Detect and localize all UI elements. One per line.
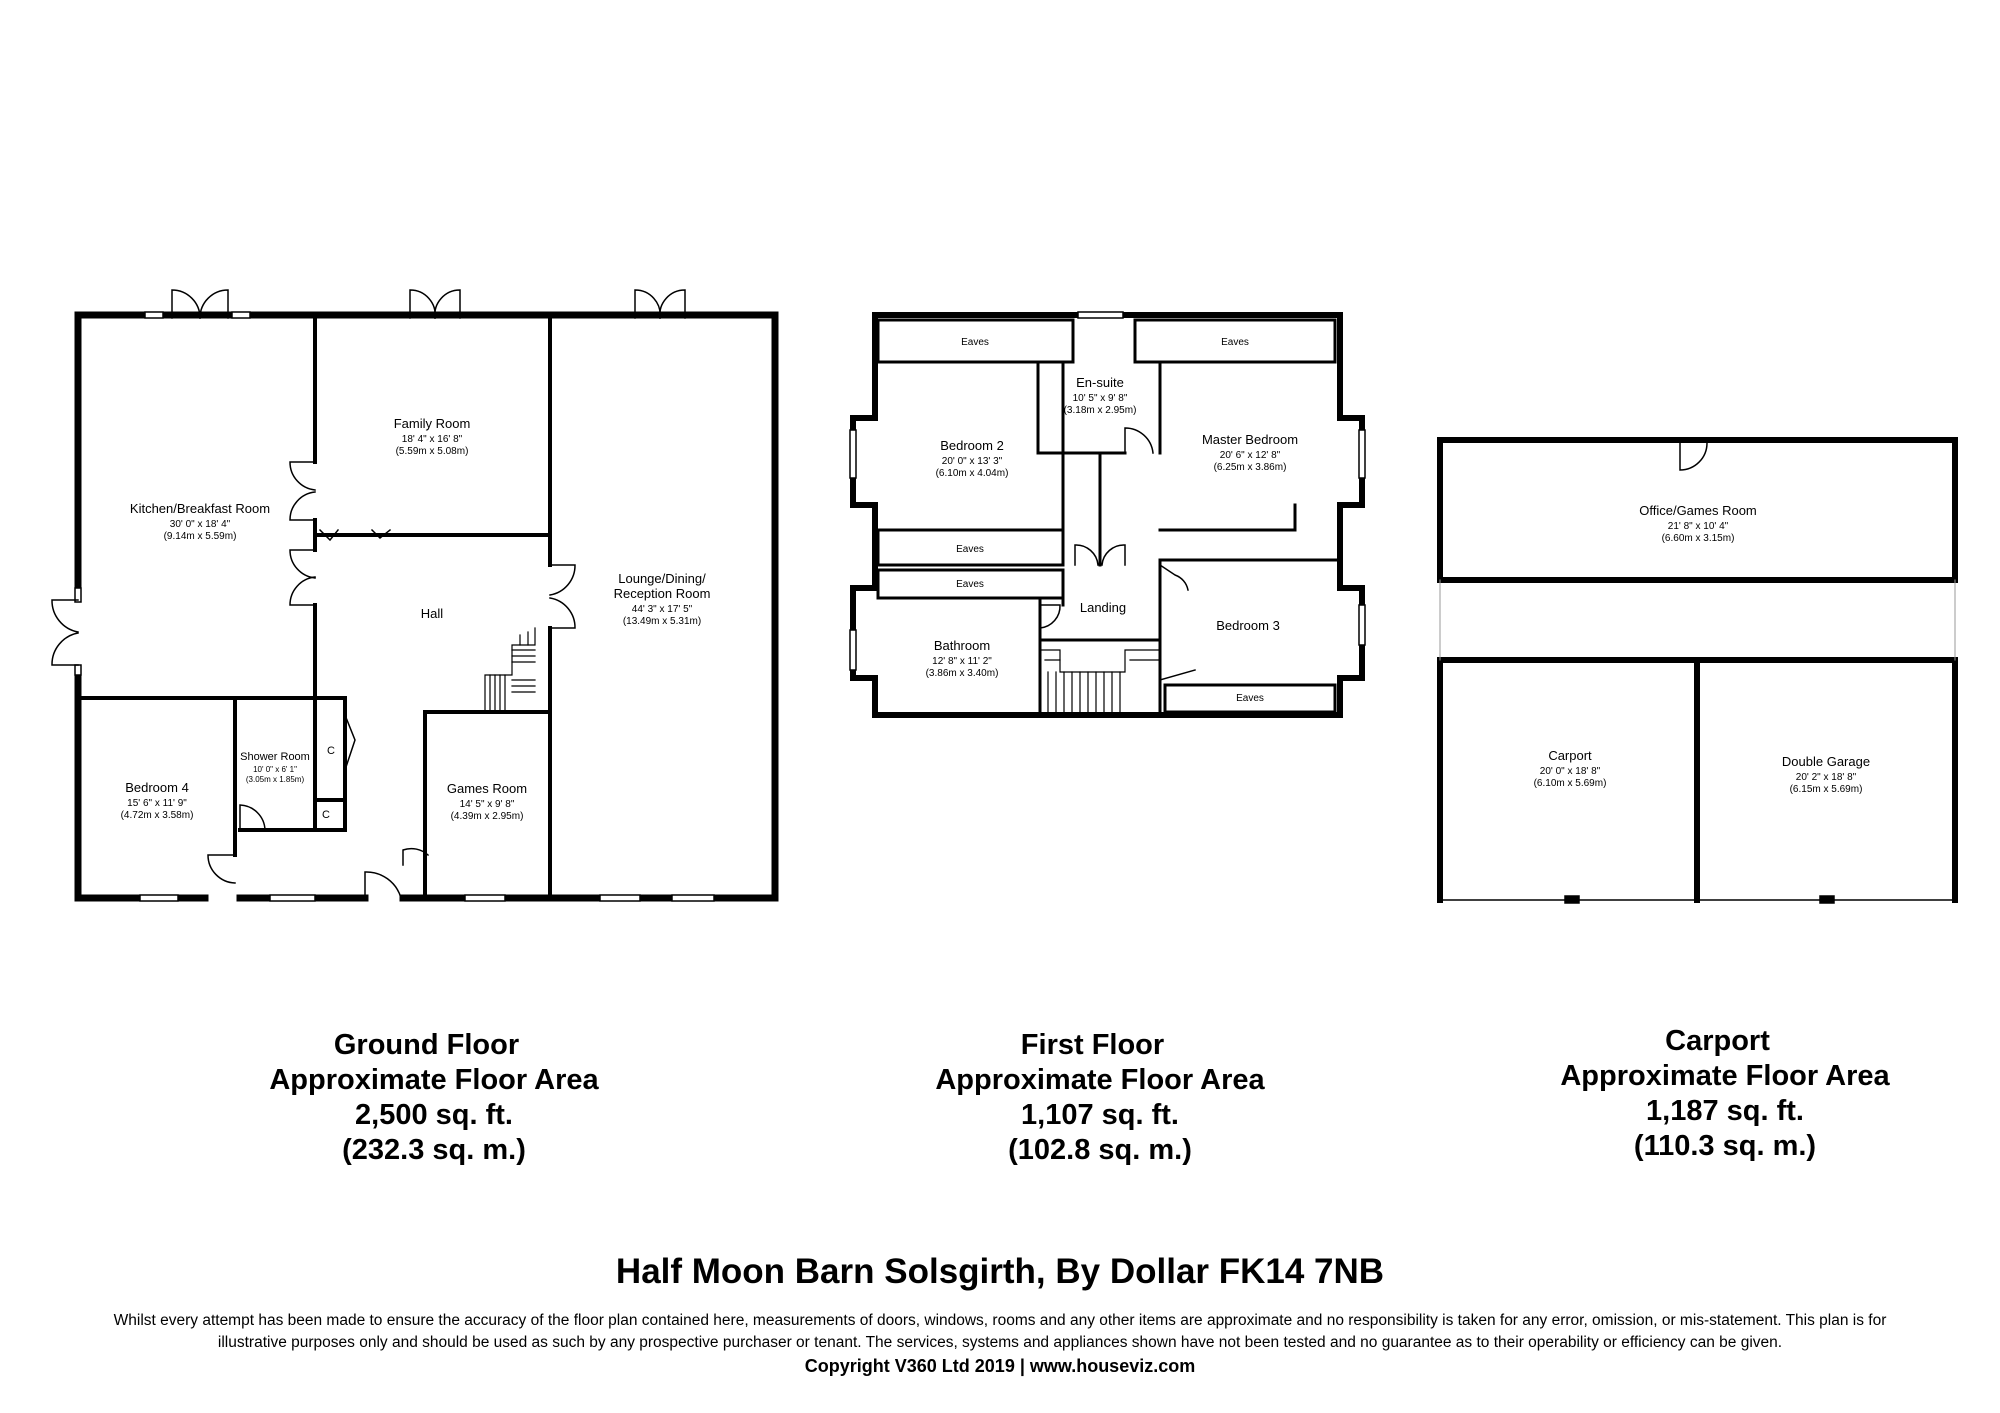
ensuite-metric: (3.18m x 2.95m)	[1063, 405, 1137, 416]
master-bedroom-name: Master Bedroom	[1201, 432, 1299, 447]
ground-floor-subtitle: Approximate Floor Area	[269, 1064, 599, 1096]
lounge-metric: (13.49m x 5.31m)	[622, 616, 702, 627]
first-floor-caption	[800, 1028, 1400, 1168]
carport-subtitle: Approximate Floor Area	[1560, 1060, 1890, 1092]
office-games-metric: (6.60m x 3.15m)	[1661, 533, 1735, 544]
office-games-dims: 21' 8" x 10' 4"	[1667, 521, 1729, 532]
first-floor-area-ft: 1,107 sq. ft.	[1021, 1099, 1179, 1131]
copyright: Copyright V360 Ltd 2019 | www.houseviz.com	[804, 1356, 1196, 1376]
bedroom2-metric: (6.10m x 4.04m)	[935, 468, 1009, 479]
office-games-name: Office/Games Room	[1639, 503, 1757, 518]
cupboard-label-1: C	[327, 745, 335, 757]
property-address: Half Moon Barn Solsgirth, By Dollar FK14 7NB	[615, 1252, 1385, 1291]
carport-area-m: (110.3 sq. m.)	[1633, 1130, 1817, 1162]
eaves-label-2: Eaves	[1221, 337, 1249, 348]
first-floor-plan	[850, 312, 1365, 715]
ensuite-dims: 10' 5" x 9' 8"	[1072, 393, 1128, 404]
first-floor-area-m: (102.8 sq. m.)	[1008, 1134, 1192, 1166]
master-bedroom-metric: (6.25m x 3.86m)	[1213, 462, 1287, 473]
kitchen-dims: 30' 0" x 18' 4"	[169, 519, 231, 530]
carport-name: Carport	[1548, 748, 1592, 763]
cupboard-label-2: C	[322, 809, 330, 821]
kitchen-metric: (9.14m x 5.59m)	[163, 531, 237, 542]
carport-metric: (6.10m x 5.69m)	[1533, 778, 1607, 789]
bedroom2-name: Bedroom 2	[940, 438, 1004, 453]
bedroom2-dims: 20' 0" x 13' 3"	[941, 456, 1003, 467]
carport-labels	[1534, 503, 1870, 795]
carport-title: Carport	[1665, 1025, 1770, 1057]
eaves-label-3: Eaves	[956, 544, 984, 555]
disclaimer	[30, 1310, 1970, 1354]
ground-floor-caption	[134, 1028, 734, 1168]
lounge-dims: 44' 3" x 17' 5"	[631, 604, 693, 615]
first-floor-windows	[850, 312, 1365, 670]
bathroom-metric: (3.86m x 3.40m)	[925, 668, 999, 679]
carport-dims: 20' 0" x 18' 8"	[1539, 766, 1601, 777]
bedroom3-name: Bedroom 3	[1216, 618, 1280, 633]
shower-room-metric: (3.05m x 1.85m)	[245, 775, 305, 784]
disclaimer-line-2: illustrative purposes only and should be used as such by any prospective purchaser or tenant. The services, systems and appliances shown have not been tested and no guarantee as to their operability or efficiency can be given.	[217, 1334, 1783, 1351]
bedroom4-metric: (4.72m x 3.58m)	[120, 810, 194, 821]
ground-floor-stairs	[485, 628, 535, 712]
bedroom4-dims: 15' 6" x 11' 9"	[127, 798, 187, 809]
family-room-name: Family Room	[393, 416, 471, 431]
first-floor-labels	[926, 337, 1298, 704]
landing-name: Landing	[1079, 600, 1127, 615]
carport-caption	[1425, 1024, 2000, 1164]
ground-floor-area-ft: 2,500 sq. ft.	[355, 1099, 513, 1131]
eaves-label-1: Eaves	[961, 337, 989, 348]
ensuite-name: En-suite	[1076, 375, 1124, 390]
garage-metric: (6.15m x 5.69m)	[1789, 784, 1863, 795]
shower-room-dims: 10' 0" x 6' 1"	[253, 765, 297, 774]
eaves-label-4: Eaves	[956, 579, 984, 590]
games-room-metric: (4.39m x 2.95m)	[450, 811, 524, 822]
first-floor-title: First Floor	[1020, 1029, 1165, 1061]
family-room-dims: 18' 4" x 16' 8"	[401, 434, 463, 445]
first-floor-stairs	[1040, 650, 1160, 712]
games-room-dims: 14' 5" x 9' 8"	[459, 799, 515, 810]
shower-room-name: Shower Room	[240, 751, 310, 763]
hall-name: Hall	[420, 606, 444, 621]
first-floor-subtitle: Approximate Floor Area	[935, 1064, 1265, 1096]
garage-name: Double Garage	[1781, 754, 1871, 769]
carport-area-ft: 1,187 sq. ft.	[1646, 1095, 1804, 1127]
family-room-metric: (5.59m x 5.08m)	[395, 446, 469, 457]
lounge-name-line1: Lounge/Dining/	[618, 571, 706, 586]
ground-floor-labels	[121, 416, 711, 822]
ground-floor-area-m: (232.3 sq. m.)	[342, 1134, 526, 1166]
ground-floor-title: Ground Floor	[333, 1029, 520, 1061]
bedroom4-name: Bedroom 4	[125, 780, 189, 795]
kitchen-name: Kitchen/Breakfast Room	[129, 501, 271, 516]
games-room-name: Games Room	[446, 781, 528, 796]
bathroom-name: Bathroom	[933, 638, 991, 653]
eaves-label-5: Eaves	[1236, 693, 1264, 704]
master-bedroom-dims: 20' 6" x 12' 8"	[1219, 450, 1281, 461]
garage-dims: 20' 2" x 18' 8"	[1795, 772, 1857, 783]
lounge-name-line2: Reception Room	[613, 586, 711, 601]
bathroom-dims: 12' 8" x 11' 2"	[932, 656, 992, 667]
disclaimer-line-1: Whilst every attempt has been made to ensure the accuracy of the floor plan contained here, measurements of doors, windows, rooms and any other items are approximate and no responsibility is taken for any error, omission, or mis-statement. This plan is for	[113, 1312, 1887, 1329]
carport-open-sides	[1440, 580, 1955, 660]
